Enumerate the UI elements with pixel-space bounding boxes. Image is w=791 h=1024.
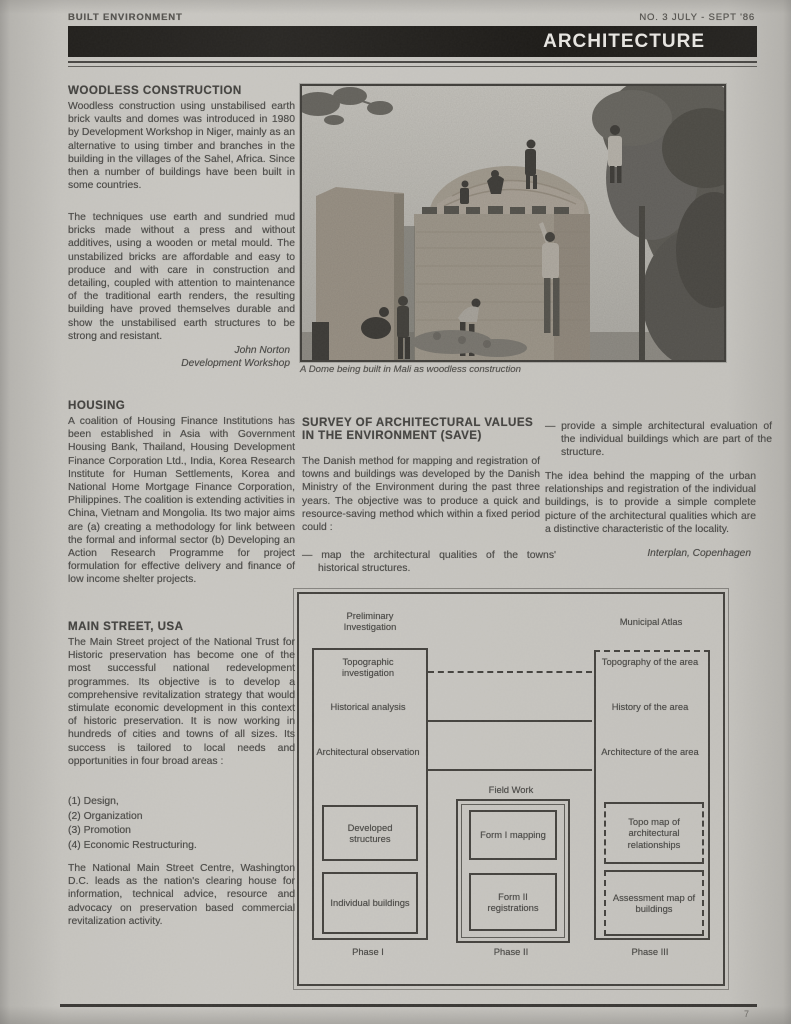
issue-number: NO. 3 JULY - SEPT '86 [639,12,755,23]
list-item: (2) Organization [68,810,143,822]
woodless-paragraph-1: Woodless construction using unstabilised earth brick vaults and domes was introduced in 1980 by Development Workshop in Niger, mainly as an alternative to using timber and branches in the building in the villages of the Sahel, Africa. Since then a number of buildings have been built in some countries. [68,101,295,192]
save-bullet-2: — provide a simple architectural evaluation of the individual buildings which are part of the structure. [545,421,772,459]
diagram-col1-header: Preliminary Investigation [343,610,397,633]
header-rule [68,61,757,67]
diagram-col3-item: History of the area [611,701,689,712]
article-title-woodless: WOODLESS CONSTRUCTION [68,84,242,97]
signature-name: John Norton [234,345,290,356]
article-title-housing: HOUSING [68,399,126,412]
list-item: (3) Promotion [68,825,131,836]
phase-1-label: Phase I [352,946,384,957]
save-paragraph-1: The Danish method for mapping and registration of towns and buildings was developed by the Danish Ministry of the Environment during the past three years. The objective was to produce a quick and resource-saving method which within a fixed period could : [302,456,540,534]
diagram-col1-item: Architectural observation [316,746,420,757]
form-1-mapping-box: Form I mapping [469,810,557,860]
diagram-col3-item: Topography of the area [601,656,699,667]
developed-structures-box: Developed structures [322,805,418,861]
photo-caption: A Dome being built in Mali as woodless construction [300,364,521,375]
save-bullet-1: — map the architectural qualities of the towns' historical structures. [302,550,556,575]
diagram-col3-header: Municipal Atlas [619,616,683,627]
article-title-main-street: MAIN STREET, USA [68,620,184,633]
list-item: (4) Economic Restructuring. [68,839,197,851]
connector-line-3 [428,769,592,771]
save-signature: Interplan, Copenhagen [647,548,751,559]
individual-buildings-box: Individual buildings [322,872,418,934]
diagram-col1-item: Historical analysis [330,701,406,712]
main-street-list [68,795,295,853]
save-paragraph-2: The idea behind the mapping of the urban relationships and registration of the individual buildings, is to provide a simple complete picture of the architectural qualities which are a distinctive characteristic of the locality. [545,471,756,535]
section-banner [68,26,757,57]
field-work-label: Field Work [488,784,534,795]
diagram-col3-item: Architecture of the area [601,746,699,757]
construction-photo-illustration [302,86,724,360]
phase-3-label: Phase III [631,946,669,957]
section-banner-label: ARCHITECTURE [543,30,705,52]
main-street-paragraph-2: The National Main Street Centre, Washington D.C. leads as the nation's clearing house for information, technical advice, resource and advocacy on preservation based commercial revitalization activity. [68,863,295,927]
construction-photo [300,84,726,362]
assessment-map-box: Assessment map of buildings [604,870,704,936]
save-method-diagram [297,592,725,986]
woodless-signature [68,344,290,370]
list-item: (1) Design, [68,796,119,807]
phase-2-label: Phase II [493,946,529,957]
photo-grain [302,86,724,360]
connector-line-2 [428,720,592,722]
main-street-paragraph-1: The Main Street project of the National Trust for Historic preservation has become one of the most successful national redevelopment programmes. Its objective is to develop a comprehensive revitalization strategy that would stimulate economic development in this context of historic preservation. It is now working in hundreds of cities and towns of all sizes. Its success is tailored to local needs and opportunities in four broad areas : [68,637,295,767]
field-work-frame [456,799,570,943]
footer-rule [60,1004,757,1007]
woodless-paragraph-2: The techniques use earth and sundried mud bricks made without a press and without additives, using a wooden or metal mould. The unstabilized bricks are affordable and easy to produce and with care in construction and detailing, coupled with attention to maintenance of the traditional earth renders, the resulting building have proved themselves durable and show the unstabilised earth structures to be strong and resistant. [68,212,295,342]
topo-map-box: Topo map of architectural relationships [604,802,704,864]
page-number: 7 [744,1009,750,1019]
form-2-registrations-box: Form II registrations [469,873,557,931]
diagram-col1-item: Topographic investigation [341,656,395,679]
connector-line-1 [428,671,592,673]
journal-title: BUILT ENVIRONMENT [68,12,183,23]
signature-org: Development Workshop [181,358,290,369]
article-title-save: SURVEY OF ARCHITECTURAL VALUES IN THE ENVIRONMENT (SAVE) [302,416,534,442]
housing-paragraph: A coalition of Housing Finance Institutions has been established in Asia with Government Housing Bank, Thailand, Housing Development Finance Corporation Ltd., India, Korea Research Institute for Human Settlements, Korea and National Home Mortgage Finance Corporation, Philippines. The coalition is extending activities in China, Vietnam and Mongolia. Its two major aims are (a) creating a methodology for link between the formal and informal sector (b) Developing an Action Research Programme for project formulation for effective delivery and finance of low income shelter projects. [68,416,295,586]
